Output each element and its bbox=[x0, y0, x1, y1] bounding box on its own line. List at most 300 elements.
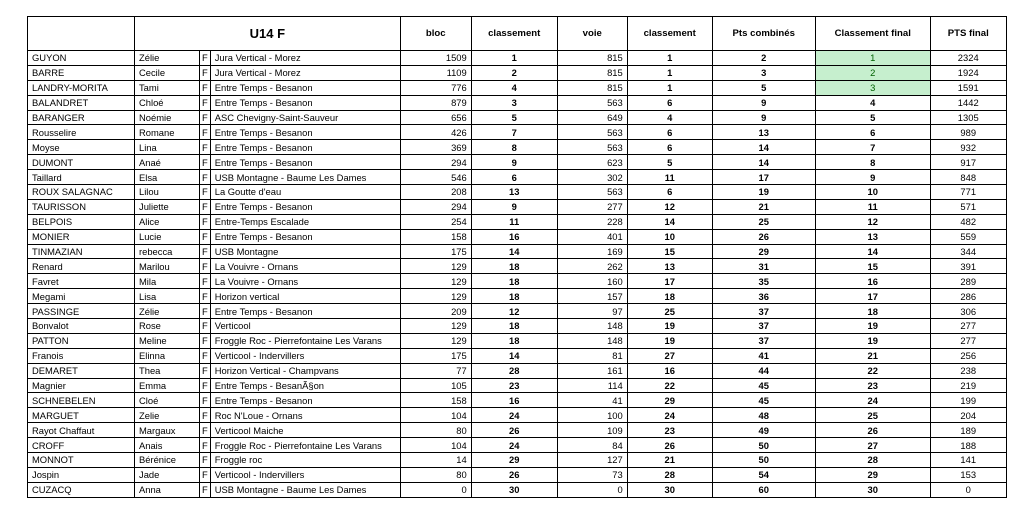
cell-classement-voie: 15 bbox=[627, 244, 712, 259]
cell-sexe: F bbox=[200, 65, 211, 80]
cell-pts-combines: 41 bbox=[712, 348, 815, 363]
table-row bbox=[28, 170, 1007, 185]
cell-pts-final: 189 bbox=[930, 423, 1006, 438]
cell-classement-final: 14 bbox=[815, 244, 930, 259]
cell-prenom: Tami bbox=[135, 80, 200, 95]
cell-nom: BARANGER bbox=[28, 110, 135, 125]
cell-classement-final: 28 bbox=[815, 453, 930, 468]
cell-sexe: F bbox=[200, 110, 211, 125]
cell-classement-bloc: 18 bbox=[471, 333, 557, 348]
cell-nom: GUYON bbox=[28, 51, 135, 66]
table-row bbox=[28, 423, 1007, 438]
cell-sexe: F bbox=[200, 199, 211, 214]
table-row bbox=[28, 348, 1007, 363]
cell-pts-combines: 44 bbox=[712, 363, 815, 378]
cell-voie: 148 bbox=[557, 333, 627, 348]
cell-classement-bloc: 6 bbox=[471, 170, 557, 185]
header-pts-final: PTS final bbox=[930, 17, 1006, 51]
cell-voie: 148 bbox=[557, 319, 627, 334]
cell-classement-final: 23 bbox=[815, 378, 930, 393]
cell-pts-combines: 19 bbox=[712, 185, 815, 200]
cell-nom: Bonvalot bbox=[28, 319, 135, 334]
cell-prenom: Mila bbox=[135, 274, 200, 289]
cell-voie: 649 bbox=[557, 110, 627, 125]
cell-pts-final: 0 bbox=[930, 482, 1006, 497]
cell-pts-final: 277 bbox=[930, 333, 1006, 348]
results-table bbox=[27, 16, 1007, 498]
cell-bloc: 129 bbox=[400, 319, 471, 334]
cell-pts-combines: 26 bbox=[712, 229, 815, 244]
cell-pts-combines: 54 bbox=[712, 467, 815, 482]
cell-classement-bloc: 28 bbox=[471, 363, 557, 378]
cell-nom: MONIER bbox=[28, 229, 135, 244]
cell-prenom: Elinna bbox=[135, 348, 200, 363]
table-row bbox=[28, 155, 1007, 170]
cell-classement-voie: 16 bbox=[627, 363, 712, 378]
cell-pts-combines: 49 bbox=[712, 423, 815, 438]
cell-prenom: Thea bbox=[135, 363, 200, 378]
cell-club: Entre Temps - Besanon bbox=[210, 199, 400, 214]
cell-sexe: F bbox=[200, 185, 211, 200]
cell-classement-bloc: 24 bbox=[471, 438, 557, 453]
cell-classement-final: 18 bbox=[815, 304, 930, 319]
cell-sexe: F bbox=[200, 155, 211, 170]
cell-pts-final: 917 bbox=[930, 155, 1006, 170]
cell-club: Horizon Vertical - Champvans bbox=[210, 363, 400, 378]
table-row bbox=[28, 274, 1007, 289]
cell-classement-bloc: 12 bbox=[471, 304, 557, 319]
cell-classement-voie: 4 bbox=[627, 110, 712, 125]
cell-pts-final: 1591 bbox=[930, 80, 1006, 95]
cell-pts-combines: 21 bbox=[712, 199, 815, 214]
cell-club: Entre-Temps Escalade bbox=[210, 214, 400, 229]
cell-nom: Taillard bbox=[28, 170, 135, 185]
cell-pts-final: 204 bbox=[930, 408, 1006, 423]
cell-sexe: F bbox=[200, 304, 211, 319]
cell-club: La Goutte d'eau bbox=[210, 185, 400, 200]
cell-bloc: 77 bbox=[400, 363, 471, 378]
cell-pts-final: 199 bbox=[930, 393, 1006, 408]
cell-prenom: Meline bbox=[135, 333, 200, 348]
table-row bbox=[28, 438, 1007, 453]
table-row bbox=[28, 199, 1007, 214]
cell-classement-bloc: 4 bbox=[471, 80, 557, 95]
table-row bbox=[28, 482, 1007, 497]
header-row bbox=[28, 17, 1007, 51]
cell-classement-voie: 5 bbox=[627, 155, 712, 170]
cell-bloc: 294 bbox=[400, 199, 471, 214]
cell-prenom: Emma bbox=[135, 378, 200, 393]
cell-classement-bloc: 24 bbox=[471, 408, 557, 423]
cell-prenom: Noémie bbox=[135, 110, 200, 125]
cell-nom: SCHNEBELEN bbox=[28, 393, 135, 408]
cell-pts-final: 141 bbox=[930, 453, 1006, 468]
cell-pts-final: 286 bbox=[930, 289, 1006, 304]
cell-classement-bloc: 30 bbox=[471, 482, 557, 497]
cell-prenom: Lina bbox=[135, 140, 200, 155]
cell-classement-voie: 26 bbox=[627, 438, 712, 453]
cell-pts-combines: 50 bbox=[712, 453, 815, 468]
cell-club: Entre Temps - Besanon bbox=[210, 229, 400, 244]
cell-classement-voie: 30 bbox=[627, 482, 712, 497]
page-title: U14 F bbox=[135, 17, 401, 51]
cell-nom: DUMONT bbox=[28, 155, 135, 170]
cell-pts-combines: 48 bbox=[712, 408, 815, 423]
cell-classement-voie: 27 bbox=[627, 348, 712, 363]
cell-classement-voie: 17 bbox=[627, 274, 712, 289]
cell-pts-combines: 36 bbox=[712, 289, 815, 304]
cell-classement-bloc: 14 bbox=[471, 348, 557, 363]
cell-pts-final: 559 bbox=[930, 229, 1006, 244]
cell-classement-bloc: 16 bbox=[471, 229, 557, 244]
cell-classement-final: 24 bbox=[815, 393, 930, 408]
cell-classement-voie: 18 bbox=[627, 289, 712, 304]
cell-classement-final: 19 bbox=[815, 319, 930, 334]
cell-pts-combines: 9 bbox=[712, 95, 815, 110]
cell-prenom: Anaé bbox=[135, 155, 200, 170]
cell-bloc: 129 bbox=[400, 333, 471, 348]
cell-nom: TAURISSON bbox=[28, 199, 135, 214]
table-row bbox=[28, 51, 1007, 66]
cell-nom: Renard bbox=[28, 259, 135, 274]
cell-nom: Franois bbox=[28, 348, 135, 363]
cell-voie: 277 bbox=[557, 199, 627, 214]
table-row bbox=[28, 408, 1007, 423]
cell-nom: Rayot Chaffaut bbox=[28, 423, 135, 438]
cell-pts-final: 848 bbox=[930, 170, 1006, 185]
cell-pts-combines: 5 bbox=[712, 80, 815, 95]
cell-club: La Vouivre - Ornans bbox=[210, 259, 400, 274]
header-pts-combines: Pts combinés bbox=[712, 17, 815, 51]
cell-club: Entre Temps - Besanon bbox=[210, 95, 400, 110]
cell-pts-final: 219 bbox=[930, 378, 1006, 393]
cell-sexe: F bbox=[200, 319, 211, 334]
cell-classement-voie: 23 bbox=[627, 423, 712, 438]
cell-bloc: 1109 bbox=[400, 65, 471, 80]
cell-pts-final: 256 bbox=[930, 348, 1006, 363]
table-row bbox=[28, 65, 1007, 80]
cell-sexe: F bbox=[200, 214, 211, 229]
cell-nom: LANDRY-MORITA bbox=[28, 80, 135, 95]
cell-voie: 81 bbox=[557, 348, 627, 363]
cell-classement-bloc: 8 bbox=[471, 140, 557, 155]
cell-sexe: F bbox=[200, 244, 211, 259]
cell-classement-bloc: 18 bbox=[471, 289, 557, 304]
cell-classement-voie: 1 bbox=[627, 51, 712, 66]
cell-voie: 623 bbox=[557, 155, 627, 170]
cell-prenom: Bérénice bbox=[135, 453, 200, 468]
cell-sexe: F bbox=[200, 51, 211, 66]
cell-club: Roc N'Loue - Ornans bbox=[210, 408, 400, 423]
cell-pts-final: 153 bbox=[930, 467, 1006, 482]
cell-pts-combines: 3 bbox=[712, 65, 815, 80]
cell-classement-final: 17 bbox=[815, 289, 930, 304]
cell-pts-final: 771 bbox=[930, 185, 1006, 200]
cell-club: Entre Temps - Besanon bbox=[210, 155, 400, 170]
cell-nom: PASSINGE bbox=[28, 304, 135, 319]
cell-bloc: 175 bbox=[400, 348, 471, 363]
cell-classement-bloc: 29 bbox=[471, 453, 557, 468]
cell-classement-bloc: 13 bbox=[471, 185, 557, 200]
cell-classement-voie: 29 bbox=[627, 393, 712, 408]
cell-voie: 815 bbox=[557, 51, 627, 66]
cell-pts-final: 238 bbox=[930, 363, 1006, 378]
cell-classement-final: 21 bbox=[815, 348, 930, 363]
cell-bloc: 1509 bbox=[400, 51, 471, 66]
cell-nom: Megami bbox=[28, 289, 135, 304]
cell-classement-final: 26 bbox=[815, 423, 930, 438]
cell-prenom: Rose bbox=[135, 319, 200, 334]
cell-classement-final: 9 bbox=[815, 170, 930, 185]
cell-classement-final: 29 bbox=[815, 467, 930, 482]
cell-nom: CUZACQ bbox=[28, 482, 135, 497]
cell-pts-final: 482 bbox=[930, 214, 1006, 229]
cell-club: Verticool - Indervillers bbox=[210, 467, 400, 482]
cell-voie: 97 bbox=[557, 304, 627, 319]
cell-prenom: Jade bbox=[135, 467, 200, 482]
cell-voie: 160 bbox=[557, 274, 627, 289]
cell-sexe: F bbox=[200, 393, 211, 408]
cell-classement-bloc: 26 bbox=[471, 467, 557, 482]
cell-classement-bloc: 5 bbox=[471, 110, 557, 125]
table-row bbox=[28, 304, 1007, 319]
cell-classement-voie: 21 bbox=[627, 453, 712, 468]
cell-prenom: Lucie bbox=[135, 229, 200, 244]
cell-classement-voie: 6 bbox=[627, 140, 712, 155]
cell-bloc: 129 bbox=[400, 274, 471, 289]
cell-voie: 109 bbox=[557, 423, 627, 438]
cell-classement-bloc: 18 bbox=[471, 259, 557, 274]
cell-classement-final: 15 bbox=[815, 259, 930, 274]
cell-bloc: 776 bbox=[400, 80, 471, 95]
table-row bbox=[28, 363, 1007, 378]
cell-nom: BALANDRET bbox=[28, 95, 135, 110]
cell-classement-bloc: 14 bbox=[471, 244, 557, 259]
cell-prenom: Elsa bbox=[135, 170, 200, 185]
cell-classement-voie: 14 bbox=[627, 214, 712, 229]
cell-pts-combines: 37 bbox=[712, 333, 815, 348]
cell-voie: 401 bbox=[557, 229, 627, 244]
table-row bbox=[28, 333, 1007, 348]
cell-classement-voie: 6 bbox=[627, 185, 712, 200]
cell-prenom: Cecile bbox=[135, 65, 200, 80]
cell-sexe: F bbox=[200, 229, 211, 244]
cell-pts-final: 1305 bbox=[930, 110, 1006, 125]
cell-voie: 127 bbox=[557, 453, 627, 468]
cell-classement-final: 25 bbox=[815, 408, 930, 423]
cell-bloc: 294 bbox=[400, 155, 471, 170]
cell-classement-final: 22 bbox=[815, 363, 930, 378]
cell-bloc: 879 bbox=[400, 95, 471, 110]
cell-voie: 563 bbox=[557, 185, 627, 200]
cell-club: USB Montagne bbox=[210, 244, 400, 259]
cell-voie: 41 bbox=[557, 393, 627, 408]
cell-club: Entre Temps - Besanon bbox=[210, 304, 400, 319]
cell-nom: DEMARET bbox=[28, 363, 135, 378]
cell-pts-final: 188 bbox=[930, 438, 1006, 453]
cell-sexe: F bbox=[200, 378, 211, 393]
cell-sexe: F bbox=[200, 423, 211, 438]
cell-voie: 161 bbox=[557, 363, 627, 378]
cell-classement-voie: 1 bbox=[627, 80, 712, 95]
cell-club: Verticool - Indervillers bbox=[210, 348, 400, 363]
cell-classement-voie: 6 bbox=[627, 95, 712, 110]
cell-sexe: F bbox=[200, 274, 211, 289]
table-row bbox=[28, 259, 1007, 274]
cell-pts-final: 391 bbox=[930, 259, 1006, 274]
cell-pts-combines: 25 bbox=[712, 214, 815, 229]
cell-pts-final: 1442 bbox=[930, 95, 1006, 110]
cell-prenom: Romane bbox=[135, 125, 200, 140]
cell-bloc: 105 bbox=[400, 378, 471, 393]
cell-sexe: F bbox=[200, 80, 211, 95]
cell-bloc: 104 bbox=[400, 438, 471, 453]
cell-prenom: Cloé bbox=[135, 393, 200, 408]
cell-pts-final: 2324 bbox=[930, 51, 1006, 66]
cell-club: La Vouivre - Ornans bbox=[210, 274, 400, 289]
cell-classement-final: 27 bbox=[815, 438, 930, 453]
table-row bbox=[28, 319, 1007, 334]
cell-club: USB Montagne - Baume Les Dames bbox=[210, 170, 400, 185]
cell-club: Entre Temps - BesanÃ§on bbox=[210, 378, 400, 393]
table-row bbox=[28, 214, 1007, 229]
cell-prenom: Alice bbox=[135, 214, 200, 229]
cell-club: USB Montagne - Baume Les Dames bbox=[210, 482, 400, 497]
table-row bbox=[28, 378, 1007, 393]
cell-club: Froggle roc bbox=[210, 453, 400, 468]
cell-classement-voie: 25 bbox=[627, 304, 712, 319]
cell-sexe: F bbox=[200, 438, 211, 453]
cell-prenom: Anna bbox=[135, 482, 200, 497]
cell-club: Verticool Maiche bbox=[210, 423, 400, 438]
cell-pts-combines: 60 bbox=[712, 482, 815, 497]
cell-nom: CROFF bbox=[28, 438, 135, 453]
cell-pts-combines: 2 bbox=[712, 51, 815, 66]
cell-nom: ROUX SALAGNAC bbox=[28, 185, 135, 200]
cell-classement-final: 4 bbox=[815, 95, 930, 110]
table-row bbox=[28, 289, 1007, 304]
cell-classement-final: 16 bbox=[815, 274, 930, 289]
cell-pts-combines: 13 bbox=[712, 125, 815, 140]
cell-sexe: F bbox=[200, 289, 211, 304]
cell-club: Verticool bbox=[210, 319, 400, 334]
cell-pts-combines: 37 bbox=[712, 319, 815, 334]
cell-classement-voie: 19 bbox=[627, 333, 712, 348]
cell-bloc: 80 bbox=[400, 467, 471, 482]
cell-pts-combines: 9 bbox=[712, 110, 815, 125]
cell-bloc: 656 bbox=[400, 110, 471, 125]
cell-voie: 563 bbox=[557, 95, 627, 110]
cell-voie: 157 bbox=[557, 289, 627, 304]
cell-bloc: 129 bbox=[400, 259, 471, 274]
cell-classement-bloc: 18 bbox=[471, 274, 557, 289]
cell-classement-bloc: 23 bbox=[471, 378, 557, 393]
table-row bbox=[28, 110, 1007, 125]
cell-pts-combines: 45 bbox=[712, 378, 815, 393]
cell-club: Froggle Roc - Pierrefontaine Les Varans bbox=[210, 333, 400, 348]
cell-pts-combines: 37 bbox=[712, 304, 815, 319]
cell-bloc: 546 bbox=[400, 170, 471, 185]
cell-classement-bloc: 1 bbox=[471, 51, 557, 66]
cell-classement-final: 1 bbox=[815, 51, 930, 66]
cell-pts-combines: 31 bbox=[712, 259, 815, 274]
header-classement-voie: classement bbox=[627, 17, 712, 51]
cell-bloc: 0 bbox=[400, 482, 471, 497]
cell-prenom: rebecca bbox=[135, 244, 200, 259]
cell-sexe: F bbox=[200, 453, 211, 468]
cell-sexe: F bbox=[200, 140, 211, 155]
cell-bloc: 158 bbox=[400, 229, 471, 244]
cell-prenom: Marilou bbox=[135, 259, 200, 274]
cell-pts-final: 989 bbox=[930, 125, 1006, 140]
cell-classement-voie: 1 bbox=[627, 65, 712, 80]
cell-prenom: Zélie bbox=[135, 51, 200, 66]
cell-club: ASC Chevigny-Saint-Sauveur bbox=[210, 110, 400, 125]
cell-bloc: 426 bbox=[400, 125, 471, 140]
cell-pts-final: 306 bbox=[930, 304, 1006, 319]
cell-classement-bloc: 18 bbox=[471, 319, 557, 334]
header-classement-bloc: classement bbox=[471, 17, 557, 51]
cell-club: Froggle Roc - Pierrefontaine Les Varans bbox=[210, 438, 400, 453]
cell-bloc: 209 bbox=[400, 304, 471, 319]
cell-classement-final: 2 bbox=[815, 65, 930, 80]
cell-voie: 0 bbox=[557, 482, 627, 497]
cell-sexe: F bbox=[200, 170, 211, 185]
cell-club: Horizon vertical bbox=[210, 289, 400, 304]
cell-voie: 815 bbox=[557, 65, 627, 80]
cell-nom: MARGUET bbox=[28, 408, 135, 423]
cell-sexe: F bbox=[200, 125, 211, 140]
cell-classement-final: 12 bbox=[815, 214, 930, 229]
cell-voie: 169 bbox=[557, 244, 627, 259]
cell-nom: BARRE bbox=[28, 65, 135, 80]
table-row bbox=[28, 229, 1007, 244]
cell-bloc: 129 bbox=[400, 289, 471, 304]
cell-classement-final: 6 bbox=[815, 125, 930, 140]
table-row bbox=[28, 393, 1007, 408]
table-row bbox=[28, 453, 1007, 468]
cell-bloc: 104 bbox=[400, 408, 471, 423]
cell-club: Entre Temps - Besanon bbox=[210, 140, 400, 155]
cell-pts-final: 1924 bbox=[930, 65, 1006, 80]
cell-nom: BELPOIS bbox=[28, 214, 135, 229]
cell-pts-final: 289 bbox=[930, 274, 1006, 289]
cell-classement-bloc: 9 bbox=[471, 199, 557, 214]
cell-classement-bloc: 16 bbox=[471, 393, 557, 408]
table-row bbox=[28, 80, 1007, 95]
cell-pts-combines: 14 bbox=[712, 140, 815, 155]
cell-nom: Rousselire bbox=[28, 125, 135, 140]
cell-sexe: F bbox=[200, 95, 211, 110]
cell-voie: 302 bbox=[557, 170, 627, 185]
table-row bbox=[28, 185, 1007, 200]
cell-classement-voie: 10 bbox=[627, 229, 712, 244]
cell-prenom: Juliette bbox=[135, 199, 200, 214]
cell-nom: MONNOT bbox=[28, 453, 135, 468]
cell-sexe: F bbox=[200, 408, 211, 423]
cell-classement-bloc: 9 bbox=[471, 155, 557, 170]
cell-club: Entre Temps - Besanon bbox=[210, 125, 400, 140]
cell-pts-combines: 17 bbox=[712, 170, 815, 185]
cell-prenom: Margaux bbox=[135, 423, 200, 438]
cell-voie: 815 bbox=[557, 80, 627, 95]
cell-voie: 100 bbox=[557, 408, 627, 423]
cell-prenom: Lilou bbox=[135, 185, 200, 200]
cell-prenom: Zelie bbox=[135, 408, 200, 423]
cell-pts-final: 932 bbox=[930, 140, 1006, 155]
cell-sexe: F bbox=[200, 467, 211, 482]
cell-classement-voie: 19 bbox=[627, 319, 712, 334]
